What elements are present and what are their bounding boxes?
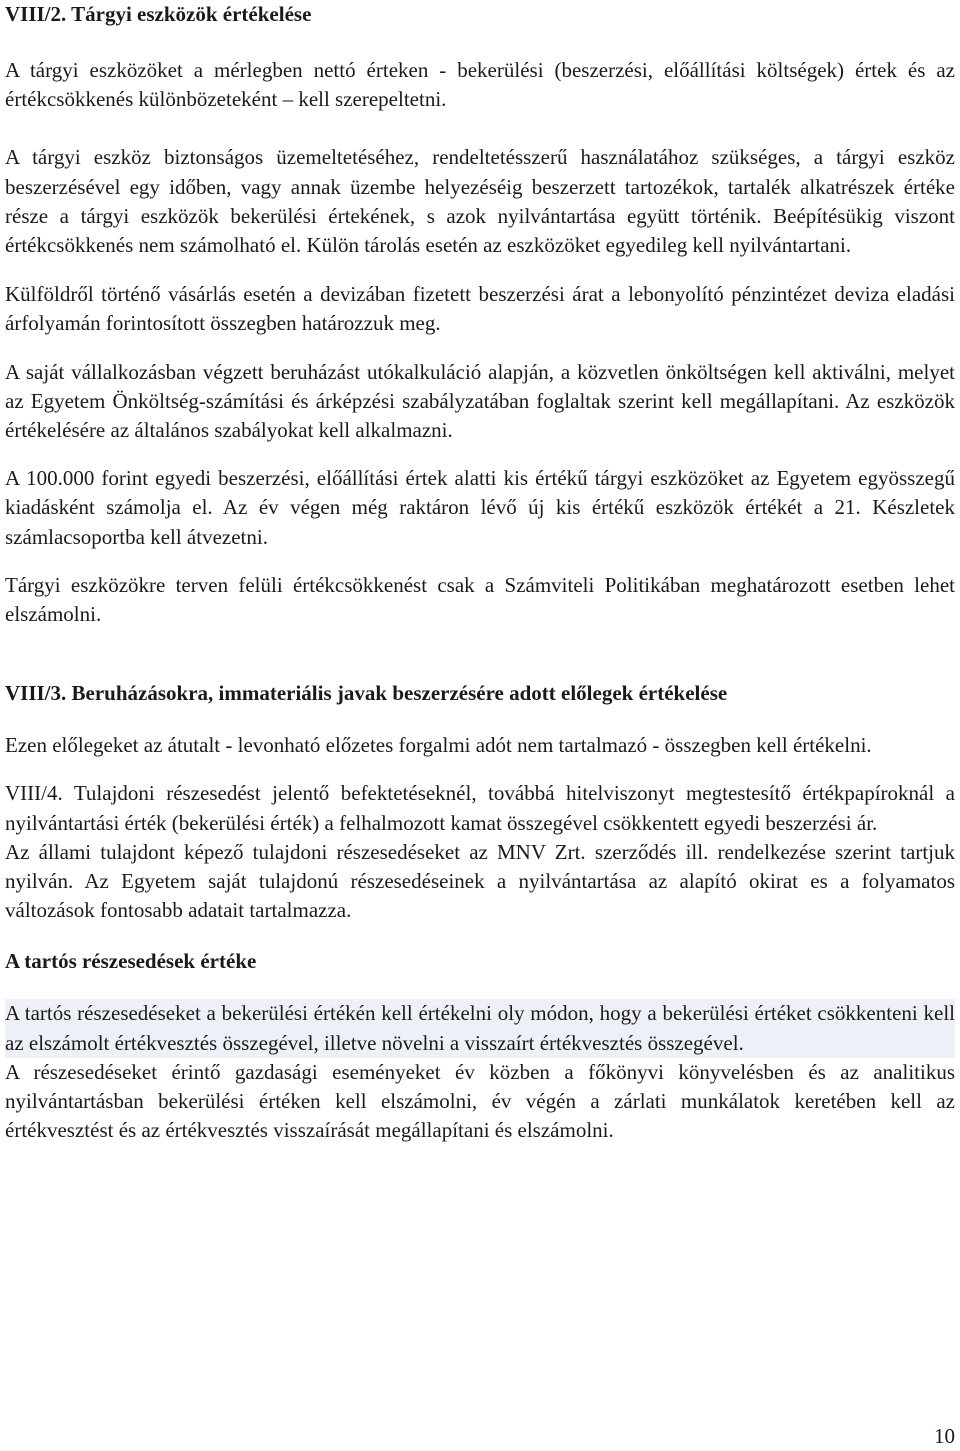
paragraph: A saját vállalkozásban végzett beruházást utókalkuláció alapján, a közvetlen önköltségen kell aktiválni, melyet az Egyetem Önköltség-számítási és árképzési szabályzatában foglaltak szerint kell megállapítani. Az eszközök értékelésére az általános szabályokat kell alkalmazni. (5, 359, 955, 443)
paragraph: Ezen előlegeket az átutalt - levonható előzetes forgalmi adót nem tartalmazó - összegben kell értékelni. (5, 733, 872, 758)
paragraph: A tárgyi eszköz biztonságos üzemeltetéséhez, rendeltetésszerű használatához szükséges, a tárgyi eszköz beszerzésével egy időben, vagy annak üzembe helyezéséig beszerzett tartozékok, tartalék alkatrészek értéke része a tárgyi eszközök bekerülési értekének, s azok nyilvántartása együtt történik. Beépítésükig viszont értékcsökkenés nem számolható el. Külön tárolás esetén az eszközöket egyedileg kell nyilvántartani. (5, 145, 955, 258)
paragraph: A 100.000 forint egyedi beszerzési, előállítási értek alatti kis értékű tárgyi eszközöket az Egyetem egyösszegű kiadásként számolja el. Az év végen még raktáron lévő új kis értékű eszközök értékét a 21. Készletek számlacsoportba kell átvezetni. (5, 466, 955, 549)
paragraph-highlighted: A tartós részesedéseket a bekerülési értékén kell értékelni oly módon, hogy a bekerülési értéket csökkenteni kell az elszámolt értékvesztés összegével, illetve növelni a visszaírt értékvesztés összegével. (5, 999, 955, 1057)
paragraph: A részesedéseket érintő gazdasági eseményeket év közben a főkönyvi könyvelésben és az analitikus nyilvántartásban bekerülési értéken kell elszámolni, év végén a zárlati munkálatok keretében kell az értékvesztést és az értékvesztés visszaírását megállapítani és elszámolni. (5, 1059, 955, 1143)
section-heading-viii2: VIII/2. Tárgyi eszközök értékelése (5, 2, 312, 26)
paragraph: Külföldről történő vásárlás esetén a devizában fizetett beszerzési árat a lebonyolító pénzintézet deviza eladási árfolyamán forintosított összegben határozzuk meg. (5, 282, 955, 336)
paragraph: Az állami tulajdont képező tulajdoni részesedéseket az MNV Zrt. szerződés ill. rendelkezése szerint tartjuk nyilván. Az Egyetem saját tulajdonú részesedéseinek a nyilvántartása az alapító okirat es a folyamatos változások fontosabb adatait tartalmazza. (5, 839, 955, 923)
paragraph: Tárgyi eszközökre terven felüli értékcsökkenést csak a Számviteli Politikában meghatározott esetben lehet elszámolni. (5, 572, 955, 627)
section-heading-viii3: VIII/3. Beruházásokra, immateriális javak beszerzésére adott előlegek értékelése (5, 681, 728, 706)
page-number: 10 (934, 1424, 955, 1448)
paragraph: A tárgyi eszközöket a mérlegben nettó érteken - bekerülési (beszerzési, előállítási költségek) értek és az értékcsökkenés különbözeteként – kell szerepeltetni. (5, 58, 955, 112)
paragraph: VIII/4. Tulajdoni részesedést jelentő befektetéseknél, továbbá hitelviszonyt megtestesítő értékpapíroknál a nyilvántartási érték (bekerülési érték) a felhalmozott kamat összegével csökkentett egyedi beszerzési ár. (5, 781, 955, 835)
document-page (5, 0, 955, 1145)
section-heading-lasting: A tartós részesedések értéke (5, 949, 257, 974)
